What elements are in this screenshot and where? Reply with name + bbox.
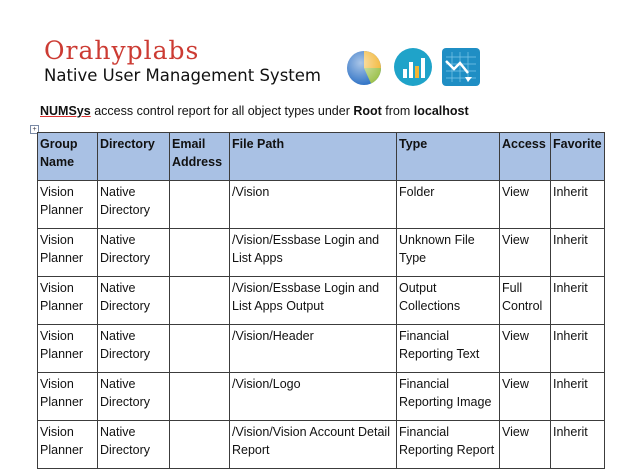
table-cell: /Vision/Vision Account Detail Report xyxy=(230,421,397,469)
table-cell: Vision Planner xyxy=(38,373,98,421)
table-cell xyxy=(170,277,230,325)
table-move-handle-icon[interactable]: + xyxy=(30,125,39,134)
table-cell: Vision Planner xyxy=(38,181,98,229)
table-cell: Inherit xyxy=(551,325,605,373)
table-cell: Vision Planner xyxy=(38,229,98,277)
report-text-1: access control report for all object types under xyxy=(90,104,354,118)
table-cell: Unknown File Type xyxy=(397,229,500,277)
table-cell: Vision Planner xyxy=(38,421,98,469)
table-cell xyxy=(170,181,230,229)
pie-chart-icon xyxy=(344,47,384,87)
table-cell: View xyxy=(500,373,551,421)
table-row xyxy=(38,229,605,277)
column-header: Type xyxy=(397,133,500,181)
brand-logo-text: Orahyplabs xyxy=(44,36,200,65)
table-cell: /Vision/Header xyxy=(230,325,397,373)
table-row xyxy=(38,181,605,229)
table-cell: Native Directory xyxy=(98,181,170,229)
report-prefix: NUMSys xyxy=(40,104,91,118)
table-cell: Financial Reporting Text xyxy=(397,325,500,373)
table-cell: /Vision/Essbase Login and List Apps Output xyxy=(230,277,397,325)
table-cell xyxy=(170,325,230,373)
table-cell: Native Directory xyxy=(98,421,170,469)
table-cell: /Vision/Logo xyxy=(230,373,397,421)
table-row xyxy=(38,325,605,373)
report-root: Root xyxy=(353,104,382,118)
table-cell: Native Directory xyxy=(98,325,170,373)
report-header xyxy=(40,36,600,92)
column-header: Group Name xyxy=(38,133,98,181)
table-cell: Native Directory xyxy=(98,373,170,421)
column-header: File Path xyxy=(230,133,397,181)
table-cell: Financial Reporting Image xyxy=(397,373,500,421)
column-header: Favorite xyxy=(551,133,605,181)
table-cell: Native Directory xyxy=(98,277,170,325)
table-row xyxy=(38,421,605,469)
table-cell: View xyxy=(500,325,551,373)
column-header: Email Address xyxy=(170,133,230,181)
table-cell: /Vision/Essbase Login and List Apps xyxy=(230,229,397,277)
table-cell: View xyxy=(500,181,551,229)
table-cell: Vision Planner xyxy=(38,277,98,325)
bar-chart-icon xyxy=(393,47,433,87)
table-cell: Inherit xyxy=(551,277,605,325)
table-cell: Folder xyxy=(397,181,500,229)
report-title xyxy=(40,104,469,118)
table-cell: Inherit xyxy=(551,181,605,229)
table-cell: View xyxy=(500,229,551,277)
table-cell xyxy=(170,421,230,469)
table-cell: Inherit xyxy=(551,229,605,277)
table-cell: Inherit xyxy=(551,373,605,421)
table-cell: Output Collections xyxy=(397,277,500,325)
column-header: Access xyxy=(500,133,551,181)
table-row xyxy=(38,373,605,421)
table-cell: Financial Reporting Report xyxy=(397,421,500,469)
table-cell: View xyxy=(500,421,551,469)
column-header: Directory xyxy=(98,133,170,181)
table-cell: Native Directory xyxy=(98,229,170,277)
report-text-2: from xyxy=(381,104,414,118)
table-cell: Vision Planner xyxy=(38,325,98,373)
app-subtitle: Native User Management System xyxy=(44,66,321,85)
access-control-table xyxy=(37,132,605,469)
table-row xyxy=(38,277,605,325)
trend-chart-icon xyxy=(441,47,481,87)
table-cell: /Vision xyxy=(230,181,397,229)
table-header-row xyxy=(38,133,605,181)
table-cell xyxy=(170,373,230,421)
table-cell: Full Control xyxy=(500,277,551,325)
report-host: localhost xyxy=(413,104,469,118)
table-cell xyxy=(170,229,230,277)
table-cell: Inherit xyxy=(551,421,605,469)
